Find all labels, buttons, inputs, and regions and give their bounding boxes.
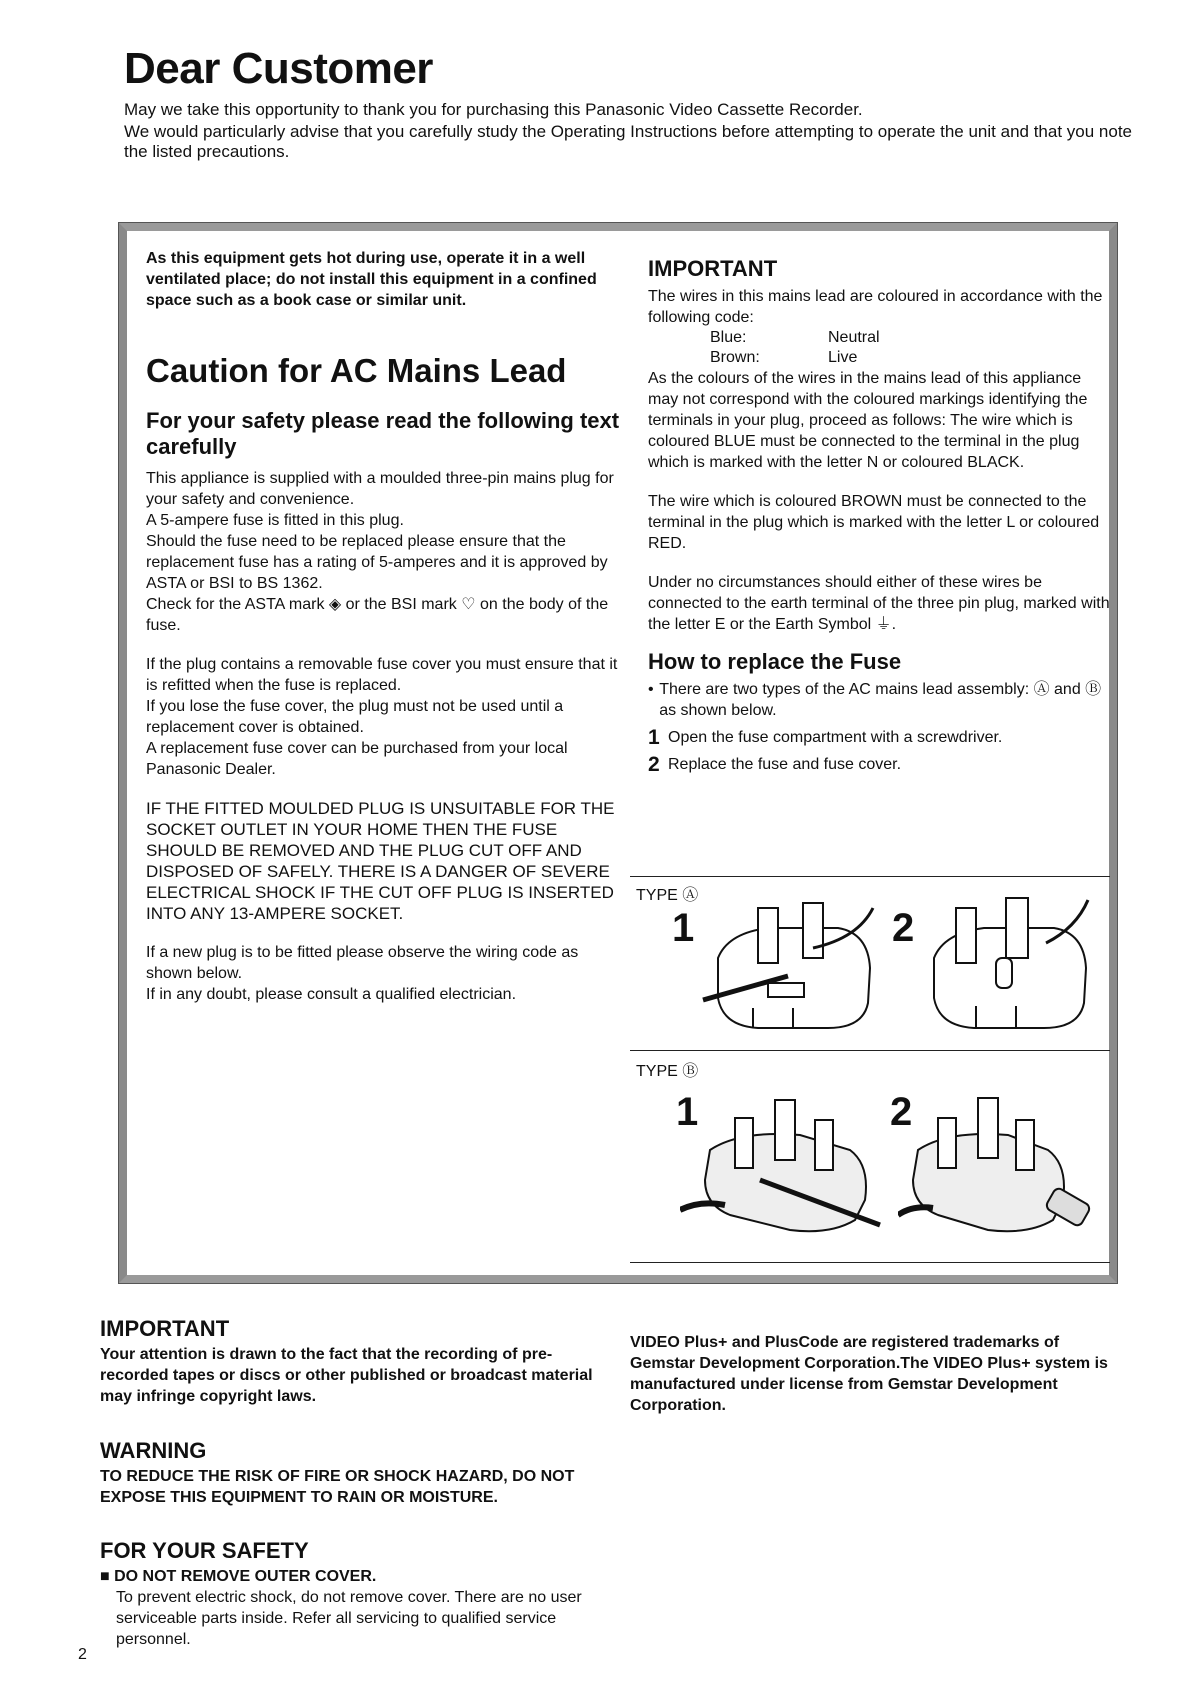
warning-notice xyxy=(100,1438,620,1508)
copyright-title: IMPORTANT xyxy=(100,1316,230,1341)
cover-para-1: If the plug contains a removable fuse cover you must ensure that it is refitted when the fuse is replaced. xyxy=(146,656,618,694)
plug-type-b-open-illustration xyxy=(680,1090,890,1240)
blue-wire-para: As the colours of the wires in the mains lead of this appliance may not correspond with the coloured markings identifying the terminals in your plug, proceed as follows: The wire which is coloured BLUE must be connected to the terminal in the plug which is marked with the letter N or coloured BLACK. xyxy=(648,370,1088,471)
safety-notice xyxy=(100,1538,620,1650)
copyright-notice xyxy=(100,1316,600,1407)
right-column xyxy=(648,256,1110,775)
safety-title: FOR YOUR SAFETY xyxy=(100,1538,309,1563)
square-bullet-icon: ■ xyxy=(100,1568,115,1585)
fuse-para-1: This appliance is supplied with a moulded three-pin mains plug for your safety and convenience. xyxy=(146,470,614,508)
wire-meaning: Neutral xyxy=(828,329,880,346)
warning-title: WARNING xyxy=(100,1438,207,1463)
plug-type-a-fuse-illustration xyxy=(916,888,1096,1038)
replace-fuse-title: How to replace the Fuse xyxy=(648,649,902,674)
safety-body: To prevent electric shock, do not remove cover. There are no user serviceable parts inside. Refer all servicing to qualified service personnel. xyxy=(116,1589,582,1648)
copyright-body: Your attention is drawn to the fact that the recording of pre-recorded tapes or discs or other published or broadcast material may infringe copyright laws. xyxy=(100,1346,593,1405)
lead-types-bullet: • There are two types of the AC mains lead assembly: Ⓐ and Ⓑ as shown below. xyxy=(648,681,1102,719)
wiring-intro: The wires in this mains lead are coloured in accordance with the following code: xyxy=(648,288,1103,326)
figure-b-step-1-label: 1 xyxy=(676,1090,699,1134)
intro-line-2: We would particularly advise that you carefully study the Operating Instructions before attempting to operate the unit and that you note the listed precautions. xyxy=(124,122,1132,161)
plug-type-b-fuse-illustration xyxy=(898,1090,1098,1240)
wire-meaning: Live xyxy=(828,349,858,366)
intro-line-1: May we take this opportunity to thank you for purchasing this Panasonic Video Cassette Recorder. xyxy=(124,100,863,119)
new-plug-para-1: If a new plug is to be fitted please observe the wiring code as shown below. xyxy=(146,944,579,982)
type-a-label: TYPE Ⓐ xyxy=(636,887,699,904)
trademark-notice: VIDEO Plus+ and PlusCode are registered trademarks of Gemstar Development Corporation.The VIDEO Plus+ system is manufactured under license from Gemstar Development Corporation. xyxy=(630,1334,1108,1414)
fuse-para-2: A 5-ampere fuse is fitted in this plug. xyxy=(146,512,404,529)
page-number: 2 xyxy=(78,1646,87,1663)
wire-code-row xyxy=(648,328,1110,348)
cut-off-plug-warning: IF THE FITTED MOULDED PLUG IS UNSUITABLE FOR THE SOCKET OUTLET IN YOUR HOME THEN THE FUSE SHOULD BE REMOVED AND THE PLUG CUT OFF AND DISPOSED OF SAFELY. THERE IS A DANGER OF SEVERE ELECTRICAL SHOCK IF THE CUT OFF PLUG IS INSERTED INTO ANY 13-AMPERE SOCKET. xyxy=(146,799,615,923)
wire-colour: Blue: xyxy=(710,329,747,346)
type-b-label: TYPE Ⓑ xyxy=(636,1063,699,1080)
wire-colour: Brown: xyxy=(710,349,760,366)
left-column-body xyxy=(146,468,626,1005)
divider xyxy=(630,1050,1110,1051)
safety-subheading: ■ DO NOT REMOVE OUTER COVER. xyxy=(100,1568,377,1585)
figure-a-step-2-label: 2 xyxy=(892,906,915,950)
cover-para-2: If you lose the fuse cover, the plug must not be used until a replacement cover is obtained. xyxy=(146,698,564,736)
new-plug-para-2: If in any doubt, please consult a qualified electrician. xyxy=(146,986,517,1003)
cover-para-3: A replacement fuse cover can be purchased from your local Panasonic Dealer. xyxy=(146,740,568,778)
plug-type-a-open-illustration xyxy=(698,888,878,1038)
caution-title: Caution for AC Mains Lead xyxy=(146,352,567,389)
earth-wire-para: Under no circumstances should either of these wires be connected to the earth terminal of the three pin plug, marked with the letter E or the Earth Symbol ⏚. xyxy=(648,574,1110,633)
safety-subtitle: For your safety please read the following text carefully xyxy=(146,408,620,459)
bullet-icon: • xyxy=(648,681,654,698)
figure-a-step-1-label: 1 xyxy=(672,906,695,950)
wire-code-row xyxy=(648,348,1110,368)
brown-wire-para: The wire which is coloured BROWN must be connected to the terminal in the plug which is marked with the letter L or coloured RED. xyxy=(648,493,1100,552)
fuse-para-3: Should the fuse need to be replaced please ensure that the replacement fuse has a rating of 5-amperes and it is approved by ASTA or BSI to BS 1362. xyxy=(146,533,608,592)
fuse-para-4: Check for the ASTA mark ◈ or the BSI mark ♡ on the body of the fuse. xyxy=(146,596,609,634)
step-2: 2 Replace the fuse and fuse cover. xyxy=(648,753,902,776)
divider xyxy=(630,1262,1110,1263)
figure-b-step-2-label: 2 xyxy=(890,1090,913,1134)
wiring-important-title: IMPORTANT xyxy=(648,256,778,281)
page-title: Dear Customer xyxy=(124,44,433,93)
hot-equipment-notice: As this equipment gets hot during use, operate it in a well ventilated place; do not install this equipment in a confined space such as a book case or similar unit. xyxy=(146,250,597,309)
step-1: 1 Open the fuse compartment with a screwdriver. xyxy=(648,726,1003,749)
divider xyxy=(630,876,1110,877)
warning-body: TO REDUCE THE RISK OF FIRE OR SHOCK HAZARD, DO NOT EXPOSE THIS EQUIPMENT TO RAIN OR MOISTURE. xyxy=(100,1468,575,1506)
